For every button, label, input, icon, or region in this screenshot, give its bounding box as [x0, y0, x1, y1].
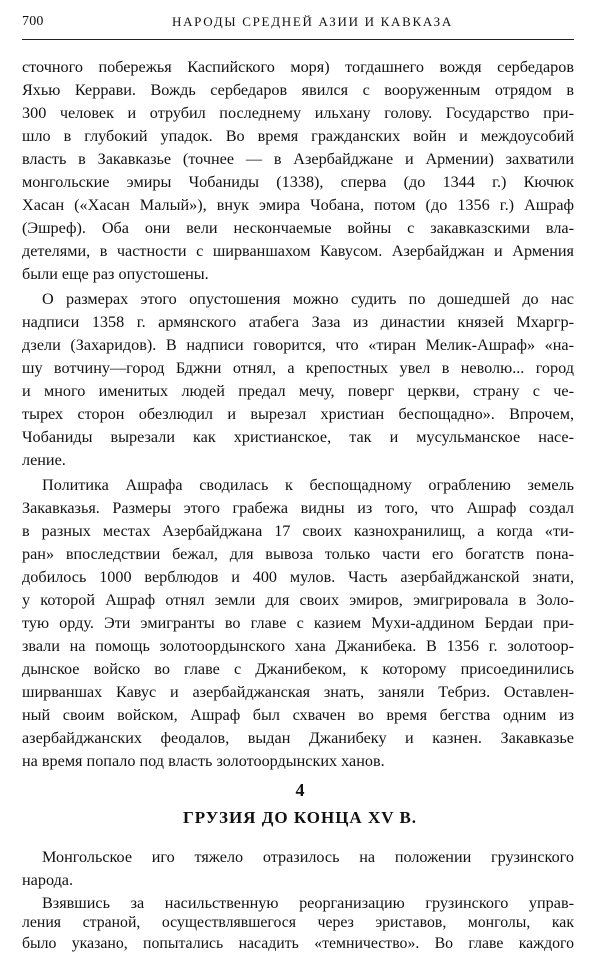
- page-header: [22, 14, 574, 40]
- text-line: звали на помощь золотоордынского хана Джанибека. В 1356 г. золотоор-: [22, 637, 574, 655]
- text-line: и много именитых людей предал мечу, поверг церкви, страну с че-: [22, 382, 574, 400]
- text-line: добилось 1000 верблюдов и 400 мулов. Часть азербайджанской знати,: [22, 568, 574, 586]
- text-line: тырех сторон обезлюдил и вырезал христиан беспощадно». Впрочем,: [22, 405, 574, 423]
- text-line: Взявшись за насильственную реорганизацию грузинского управ-: [42, 894, 574, 912]
- text-line: ления страной, осуществлявшегося через эриставов, монголы, как: [22, 914, 574, 931]
- section-number: 4: [295, 780, 305, 800]
- text-line: шу вотчину—город Бджни отнял, а крепостных увел в неволю... город: [22, 359, 574, 377]
- text-line: шло в глубокий упадок. Во время гражданских войн и междоусобий: [22, 127, 574, 145]
- text-line: О размерах этого опустошения можно судить по дошедшей до нас: [42, 290, 574, 308]
- text-line: в разных местах Азербайджана 17 своих казнохранилищ, а когда «ти-: [22, 522, 574, 540]
- running-head: НАРОДЫ СРЕДНЕЙ АЗИИ И КАВКАЗА: [172, 14, 453, 29]
- text-line: Чобаниды вырезали как христианское, так и мусульманское насе-: [22, 428, 574, 446]
- text-line: власть в Закавказье (точнее — в Азербайджане и Армении) захватили: [22, 150, 574, 168]
- text-line: народа.: [22, 871, 74, 889]
- text-line: азербайджанских феодалов, выдан Джанибеку и казнен. Закавказье: [22, 729, 574, 747]
- text-line: Хасан («Хасан Малый»), внук эмира Чобана, потом (до 1356 г.) Ашраф: [22, 196, 574, 214]
- text-line: ление.: [22, 451, 66, 469]
- page-number: 700: [22, 14, 44, 29]
- text-line: у которой Ашраф отнял земли для своих эмиров, эмигрировала в Золо-: [22, 591, 574, 609]
- text-line: Политика Ашрафа сводилась к беспощадному ограблению земель: [42, 476, 574, 494]
- text-line: (Эшреф). Оба они вели нескончаемые войны с закавказскими вла-: [22, 219, 574, 237]
- header-rule: [22, 39, 574, 40]
- text-line: надписи 1358 г. армянского атабега Заза из династии князей Мхаргр-: [22, 313, 574, 331]
- text-line: монгольские эмиры Чобаниды (1338), сперва (до 1344 г.) Кючюк: [22, 173, 574, 191]
- text-line: детелями, в частности с ширваншахом Кавусом. Азербайджан и Армения: [22, 242, 574, 260]
- text-line: Закавказья. Размеры этого грабежа видны из того, что Ашраф создал: [22, 499, 574, 517]
- text-line: тую орду. Эти эмигранты во главе с казием Мухи-аддином Бердаи при-: [22, 614, 574, 632]
- text-line: было указано, попытались насадить «темничество». Во главе каждого: [22, 935, 574, 952]
- text-line: Яхью Керрави. Вождь сербедаров явился с вооруженным отрядом в: [22, 81, 574, 99]
- text-line: 300 человек и отрубил последнему ильхану голову. Государство при-: [22, 104, 574, 122]
- text-line: сточного побережья Каспийского моря) тогдашнего вождя сербедаров: [22, 58, 574, 76]
- text-line: ширваншах Кавус и азербайджанская знать, заняли Тебриз. Оставлен-: [22, 683, 574, 701]
- text-line: ран» впоследствии бежал, для вывоза только части его богатств пона-: [22, 545, 574, 563]
- text-line: ный своим войском, Ашраф был схвачен во время бегства одним из: [22, 706, 574, 724]
- text-line: дзели (Захаридов). В надписи говорится, что «тиран Мелик-Ашраф» «на-: [22, 336, 574, 354]
- section-title: ГРУЗИЯ ДО КОНЦА XV В.: [182, 808, 418, 827]
- text-line: дынское войско во главе с Джанибеком, к которому присоединились: [22, 660, 574, 678]
- text-line: Монгольское иго тяжело отразилось на положении грузинского: [42, 848, 574, 866]
- text-line: были еще раз опустошены.: [22, 265, 209, 283]
- text-line: на время попало под власть золотоордынских ханов.: [22, 752, 385, 770]
